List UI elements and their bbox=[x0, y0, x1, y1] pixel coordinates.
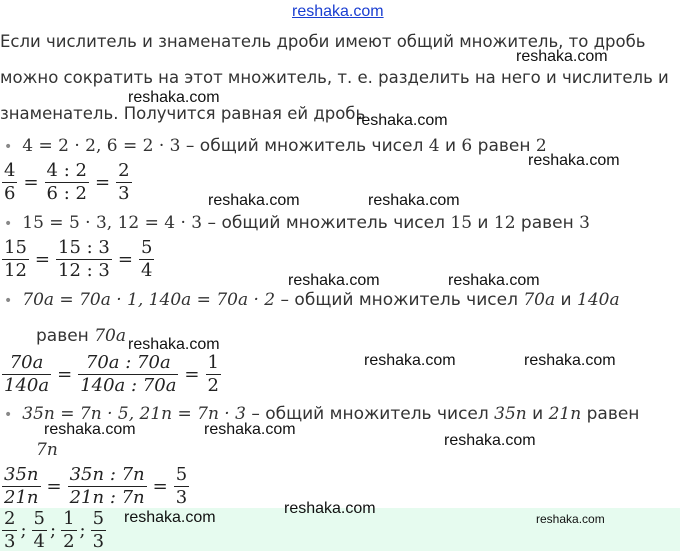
numerator: 70a bbox=[9, 352, 44, 373]
list-item bbox=[4, 290, 620, 310]
item-text: – общий множитель чисел bbox=[275, 290, 524, 310]
fraction-chain bbox=[2, 352, 221, 396]
numerator: 4 : 2 bbox=[46, 160, 87, 181]
fraction bbox=[45, 160, 89, 204]
answer-fraction bbox=[91, 508, 106, 551]
watermark: reshaka.com bbox=[536, 512, 605, 526]
number-a: 35n bbox=[494, 404, 527, 424]
item-tail: равен bbox=[581, 404, 640, 424]
watermark: reshaka.com bbox=[448, 272, 540, 289]
separator: ; bbox=[20, 520, 27, 541]
list-item-continuation bbox=[36, 440, 58, 460]
watermark: reshaka.com bbox=[516, 48, 608, 65]
numerator: 35n : 7n bbox=[69, 464, 145, 485]
fraction bbox=[2, 237, 29, 281]
factorization: 15 = 5 · 3, 12 = 4 · 3 bbox=[22, 213, 203, 233]
gcd-value: 70a bbox=[94, 326, 126, 346]
numerator: 5 bbox=[175, 464, 188, 485]
equals-sign: = bbox=[46, 476, 62, 497]
watermark: reshaka.com bbox=[288, 272, 380, 289]
gcd-value: 7n bbox=[36, 440, 58, 460]
fraction bbox=[206, 352, 221, 396]
intro-line-3: знаменатель. Получится равная ей дробь bbox=[0, 104, 366, 123]
watermark: reshaka.com bbox=[356, 112, 448, 129]
watermark: reshaka.com bbox=[44, 421, 136, 438]
numerator: 15 bbox=[4, 237, 27, 258]
separator: ; bbox=[79, 520, 86, 541]
watermark-link[interactable]: reshaka.com bbox=[292, 3, 384, 20]
fraction-chain bbox=[2, 160, 132, 204]
fraction bbox=[2, 352, 51, 396]
item-tail: равен bbox=[472, 136, 536, 156]
watermark: reshaka.com bbox=[528, 152, 620, 169]
factorization: 35n = 7n · 5, 21n = 7n · 3 bbox=[22, 404, 246, 424]
numerator: 1 bbox=[63, 508, 75, 529]
number-b: 21n bbox=[548, 404, 582, 424]
conjunction: и bbox=[439, 136, 462, 156]
watermark: reshaka.com bbox=[364, 352, 456, 369]
bullet-icon: • bbox=[4, 216, 13, 232]
number-a: 70a bbox=[523, 290, 556, 310]
answer-fraction bbox=[32, 508, 47, 551]
number-a: 15 bbox=[450, 213, 473, 233]
equals-sign: = bbox=[23, 172, 39, 193]
numerator: 5 bbox=[92, 508, 105, 529]
item-text: – общий множитель чисел bbox=[202, 213, 451, 233]
list-item bbox=[4, 136, 547, 156]
gcd-value: 2 bbox=[535, 136, 547, 156]
gcd-value: 3 bbox=[579, 213, 590, 233]
denominator: 6 : 2 bbox=[46, 183, 87, 204]
fraction bbox=[116, 160, 131, 204]
numerator: 15 : 3 bbox=[58, 237, 110, 258]
watermark: reshaka.com bbox=[204, 421, 296, 438]
denominator: 12 : 3 bbox=[58, 260, 110, 281]
item-text: – общий множитель чисел bbox=[245, 404, 495, 424]
numerator: 1 bbox=[207, 352, 219, 373]
equals-sign: = bbox=[94, 172, 111, 193]
fraction bbox=[68, 464, 147, 508]
watermark: reshaka.com bbox=[284, 500, 376, 517]
answer-fraction bbox=[2, 508, 17, 551]
fraction bbox=[174, 464, 189, 508]
equals-sign: = bbox=[184, 364, 200, 385]
fraction bbox=[139, 237, 154, 281]
denominator: 2 bbox=[63, 531, 75, 551]
denominator: 140a : 70a bbox=[80, 375, 177, 396]
list-item-continuation bbox=[36, 326, 126, 346]
fraction bbox=[2, 464, 41, 508]
denominator: 3 bbox=[175, 487, 188, 508]
fraction bbox=[56, 237, 112, 281]
list-item bbox=[4, 213, 590, 233]
denominator: 2 bbox=[207, 375, 219, 396]
numerator: 4 bbox=[4, 160, 16, 181]
fraction bbox=[78, 352, 178, 396]
denominator: 3 bbox=[118, 183, 130, 204]
intro-line-2: можно сократить на этот множитель, т. е. разделить на него и числитель и bbox=[0, 68, 669, 87]
separator: ; bbox=[49, 520, 57, 541]
watermark: reshaka.com bbox=[208, 192, 300, 209]
item-tail: равен bbox=[515, 213, 580, 233]
item-text: – общий множитель чисел bbox=[180, 136, 429, 156]
watermark: reshaka.com bbox=[444, 432, 536, 449]
denominator: 3 bbox=[4, 531, 16, 551]
equals-sign: = bbox=[57, 364, 73, 385]
conjunction: и bbox=[472, 213, 494, 233]
denominator: 6 bbox=[4, 183, 16, 204]
fraction-chain bbox=[2, 237, 154, 281]
numerator: 70a : 70a bbox=[85, 352, 171, 373]
denominator: 4 bbox=[140, 260, 153, 281]
number-b: 12 bbox=[493, 213, 516, 233]
numerator: 5 bbox=[140, 237, 153, 258]
bullet-icon: • bbox=[4, 293, 13, 309]
number-b: 140a bbox=[577, 290, 620, 310]
watermark: reshaka.com bbox=[128, 336, 220, 353]
equals-sign: = bbox=[117, 249, 133, 270]
watermark: reshaka.com bbox=[368, 192, 460, 209]
bullet-icon: • bbox=[4, 139, 13, 155]
intro-line-1: Если числитель и знаменатель дроби имеют общий множитель, то дробь bbox=[0, 32, 646, 51]
number-b: 6 bbox=[461, 136, 473, 156]
denominator: 12 bbox=[4, 260, 27, 281]
number-a: 4 bbox=[428, 136, 440, 156]
denominator: 21n : 7n bbox=[69, 487, 145, 508]
equals-sign: = bbox=[152, 476, 168, 497]
numerator: 2 bbox=[118, 160, 130, 181]
bullet-icon: • bbox=[4, 407, 13, 423]
numerator: 2 bbox=[4, 508, 16, 529]
watermark: reshaka.com bbox=[128, 89, 220, 106]
numerator: 35n bbox=[4, 464, 39, 485]
fraction-chain bbox=[2, 464, 189, 508]
equals-sign: = bbox=[34, 249, 50, 270]
denominator: 140a bbox=[4, 375, 50, 396]
factorization: 4 = 2 · 2, 6 = 2 · 3 bbox=[22, 136, 181, 156]
denominator: 4 bbox=[33, 531, 45, 551]
denominator: 3 bbox=[92, 531, 105, 551]
denominator: 21n bbox=[4, 487, 39, 508]
item-tail: равен bbox=[36, 326, 95, 346]
watermark: reshaka.com bbox=[524, 352, 616, 369]
numerator: 5 bbox=[33, 508, 45, 529]
conjunction: и bbox=[555, 290, 577, 310]
watermark: reshaka.com bbox=[124, 509, 216, 526]
answer bbox=[2, 508, 106, 551]
factorization: 70a = 70a · 1, 140a = 70a · 2 bbox=[22, 290, 276, 310]
answer-fraction bbox=[61, 508, 76, 551]
conjunction: и bbox=[526, 404, 549, 424]
fraction bbox=[2, 160, 17, 204]
